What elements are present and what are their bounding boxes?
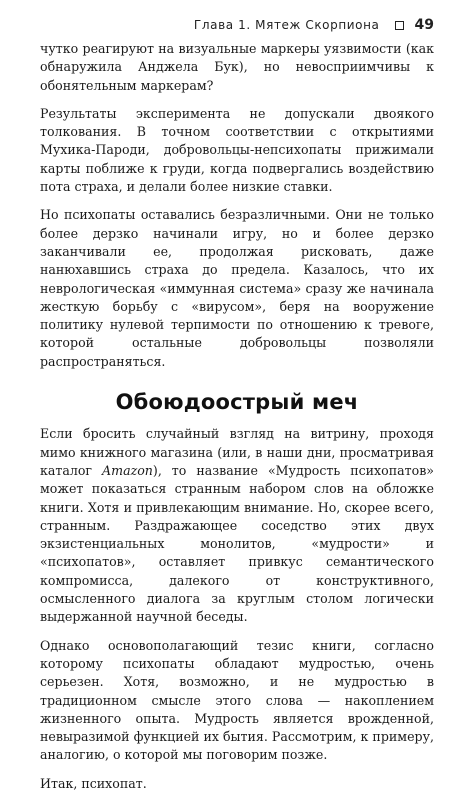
paragraph: [40, 425, 434, 626]
square-marker-icon: [395, 21, 404, 30]
paragraph: Однако основополагающий тезис книги, согласно которому психопаты обладают мудростью, очень серьезен. Хотя, возможно, и не мудростью в традиционном смысле этого слова — накоплением жизненного опыта. Мудрость является врожденной, невыразимой функцией их бытия. Рассмотрим, к примеру, аналогию, о которой мы поговорим позже.: [40, 637, 434, 763]
running-header: [40, 14, 434, 36]
chapter-title: Глава 1. Мятеж Скорпиона: [193, 18, 380, 32]
paragraph-text: ), то название «Мудрость психопатов» может показаться странным набором слов на обложке книги. Хотя и привлекающим внимание. Но, скорее всего, странным. Раздражающее соседство этих двух экзистенциальных монолитов, «мудрости» и «психопатов», оставляет привкус семантического компромисса, далекого от конструктивного, осмысленного диалога за круглым столом логически выдержанной научной беседы.: [40, 462, 434, 625]
page-number: 49: [414, 17, 434, 33]
paragraph-text: Если бросить случайный взгляд на витрину, проходя мимо книжного магазина (или, в наши дни, просматривая каталог: [40, 426, 434, 478]
paragraph: Итак, психопат.: [40, 775, 147, 791]
paragraph: Результаты эксперимента не допускали двоякого толкования. В точном соответствии с открытиями Мухика-Пароди, добровольцы-непсихопаты прижимали карты поближе к груди, когда подвергались воздействию пота страха, и делали более низкие ставки.: [40, 105, 434, 195]
paragraph-continued: чутко реагируют на визуальные маркеры уязвимости (как обнаружила Анджела Бук), но невосприимчивы к обонятельным маркерам?: [40, 41, 434, 93]
italic-text: Amazon: [102, 462, 153, 478]
section-heading: Обоюдоострый меч: [115, 390, 359, 415]
page-body: [40, 40, 434, 803]
paragraph: Но психопаты оставались безразличными. Они не только более дерзко начинали игру, но и более дерзко заканчивали ее, продолжая рисковать, даже нанюхавшись страха до предела. Казалось, что их неврологическая «иммунная система» сразу же начинала жесткую борьбу с «вирусом», беря на вооружение политику нулевой терпимости по отношению к тревоге, которой остальные добровольцы позволяли распространяться.: [40, 207, 434, 369]
